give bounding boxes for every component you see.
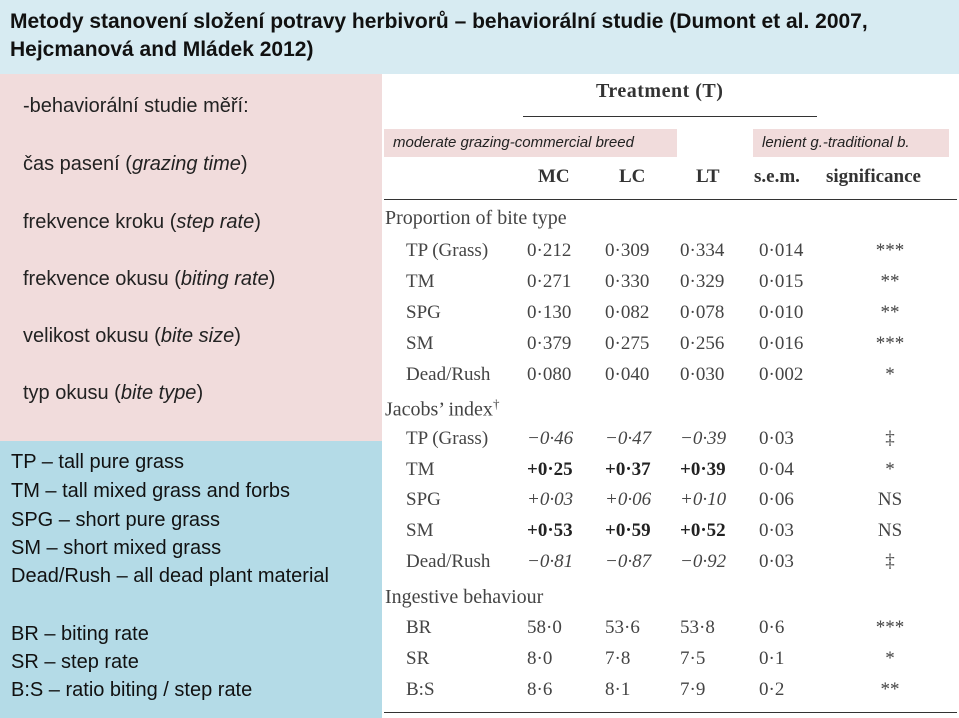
table-cell: +0·39: [680, 459, 726, 480]
header-mc: MC: [538, 166, 570, 187]
significance-cell: **: [880, 302, 900, 323]
table-cell: 53·6: [605, 617, 640, 638]
significance-cell: ‡: [885, 428, 895, 449]
row-label: TM: [406, 271, 435, 292]
table-cell: 0·03: [759, 520, 794, 541]
significance-cell: **: [880, 271, 900, 292]
row-label: SPG: [406, 489, 441, 510]
table-cell: +0·37: [605, 459, 651, 480]
table-cell: 0·330: [605, 271, 650, 292]
table-cell: 8·1: [605, 679, 631, 700]
row-label: TP (Grass): [406, 240, 489, 261]
legend-commercial-breed: moderate grazing-commercial breed: [384, 129, 677, 157]
table-cell: 0·030: [680, 364, 725, 385]
table-cell: 0·04: [759, 459, 794, 480]
header-lt: LT: [696, 166, 720, 187]
bottom-rule: [384, 712, 957, 713]
row-label: SR: [406, 648, 430, 669]
table-cell: 8·0: [527, 648, 553, 669]
table-cell: 7·5: [680, 648, 706, 669]
table-cell: +0·10: [680, 489, 727, 510]
measure-grazing-time: čas pasení (grazing time): [23, 153, 248, 175]
treatment-title: Treatment (T): [596, 80, 724, 102]
measure-bite-size: velikost okusu (bite size): [23, 325, 241, 347]
row-label: BR: [406, 617, 432, 638]
table-cell: 0·334: [680, 240, 725, 261]
table-cell: 8·6: [527, 679, 553, 700]
row-label: Dead/Rush: [406, 551, 491, 572]
section-heading: Ingestive behaviour: [385, 586, 544, 608]
significance-cell: ***: [875, 617, 905, 638]
row-label: TM: [406, 459, 435, 480]
table-cell: 0·1: [759, 648, 785, 669]
abbr-line: TM – tall mixed grass and forbs: [11, 480, 290, 502]
table-cell: 0·078: [680, 302, 725, 323]
header-sem: s.e.m.: [754, 166, 800, 187]
abbr-line: B:S – ratio biting / step rate: [11, 679, 253, 701]
measures-panel: [0, 74, 382, 441]
table-cell: 0·379: [527, 333, 572, 354]
footnote-mark: †: [492, 396, 500, 411]
table-cell: 0·329: [680, 271, 725, 292]
abbr-line: SR – step rate: [11, 651, 139, 673]
table-cell: 0·015: [759, 271, 804, 292]
significance-cell: *: [885, 459, 895, 480]
table-cell: −0·92: [680, 551, 727, 572]
table-cell: −0·39: [680, 428, 727, 449]
table-cell: 0·271: [527, 271, 572, 292]
measure-bite-type: typ okusu (bite type): [23, 382, 204, 404]
significance-cell: NS: [877, 520, 903, 541]
table-cell: 0·03: [759, 551, 794, 572]
significance-cell: *: [885, 648, 895, 669]
table-cell: 0·6: [759, 617, 785, 638]
table-cell: 0·275: [605, 333, 650, 354]
table-cell: 53·8: [680, 617, 715, 638]
abbreviations-panel: [0, 441, 382, 718]
significance-cell: ‡: [885, 551, 895, 572]
header-significance: significance: [826, 166, 921, 187]
table-cell: 0·256: [680, 333, 725, 354]
table-cell: −0·87: [605, 551, 652, 572]
table-cell: 7·9: [680, 679, 706, 700]
significance-cell: NS: [877, 489, 903, 510]
table-cell: +0·06: [605, 489, 652, 510]
table-cell: +0·52: [680, 520, 726, 541]
table-cell: −0·81: [527, 551, 574, 572]
abbr-line: Dead/Rush – all dead plant material: [11, 565, 329, 587]
table-cell: +0·59: [605, 520, 651, 541]
significance-cell: **: [880, 679, 900, 700]
table-cell: +0·53: [527, 520, 573, 541]
significance-cell: ***: [875, 333, 905, 354]
header-lc: LC: [619, 166, 646, 187]
section-heading: Jacobs’ index†: [385, 396, 500, 421]
table-cell: 58·0: [527, 617, 562, 638]
table-cell: 7·8: [605, 648, 631, 669]
row-label: TP (Grass): [406, 428, 489, 449]
row-label: SM: [406, 333, 434, 354]
table-cell: 0·309: [605, 240, 650, 261]
table-cell: 0·212: [527, 240, 572, 261]
section-heading: Proportion of bite type: [385, 207, 567, 229]
abbr-line: BR – biting rate: [11, 623, 149, 645]
table-cell: 0·130: [527, 302, 572, 323]
table-cell: 0·002: [759, 364, 804, 385]
row-label: B:S: [406, 679, 435, 700]
row-label: SPG: [406, 302, 441, 323]
significance-cell: ***: [875, 240, 905, 261]
table-cell: 0·014: [759, 240, 804, 261]
table-cell: 0·080: [527, 364, 572, 385]
table-cell: 0·010: [759, 302, 804, 323]
table-cell: −0·47: [605, 428, 652, 449]
table-cell: −0·46: [527, 428, 574, 449]
abbr-line: SPG – short pure grass: [11, 509, 220, 531]
table-cell: 0·2: [759, 679, 785, 700]
abbr-line: SM – short mixed grass: [11, 537, 222, 559]
table-cell: +0·03: [527, 489, 574, 510]
significance-cell: *: [885, 364, 895, 385]
measure-step-rate: frekvence kroku (step rate): [23, 211, 261, 233]
table-cell: 0·016: [759, 333, 804, 354]
table-cell: 0·040: [605, 364, 650, 385]
table-cell: +0·25: [527, 459, 573, 480]
measures-intro: -behaviorální studie měří:: [23, 95, 249, 117]
row-label: Dead/Rush: [406, 364, 491, 385]
table-cell: 0·06: [759, 489, 794, 510]
abbr-line: TP – tall pure grass: [11, 451, 185, 473]
table-cell: 0·082: [605, 302, 650, 323]
header-rule: [384, 199, 957, 200]
legend-traditional-breed: lenient g.-traditional b.: [753, 129, 949, 157]
measure-biting-rate: frekvence okusu (biting rate): [23, 268, 276, 290]
title-rule: [523, 116, 817, 117]
row-label: SM: [406, 520, 434, 541]
slide-title: Metody stanovení složení potravy herbivorů – behaviorální studie (Dumont et al. 2007, Hejcmanová and Mládek 2012): [0, 0, 959, 74]
results-table: [382, 74, 959, 718]
table-cell: 0·03: [759, 428, 794, 449]
